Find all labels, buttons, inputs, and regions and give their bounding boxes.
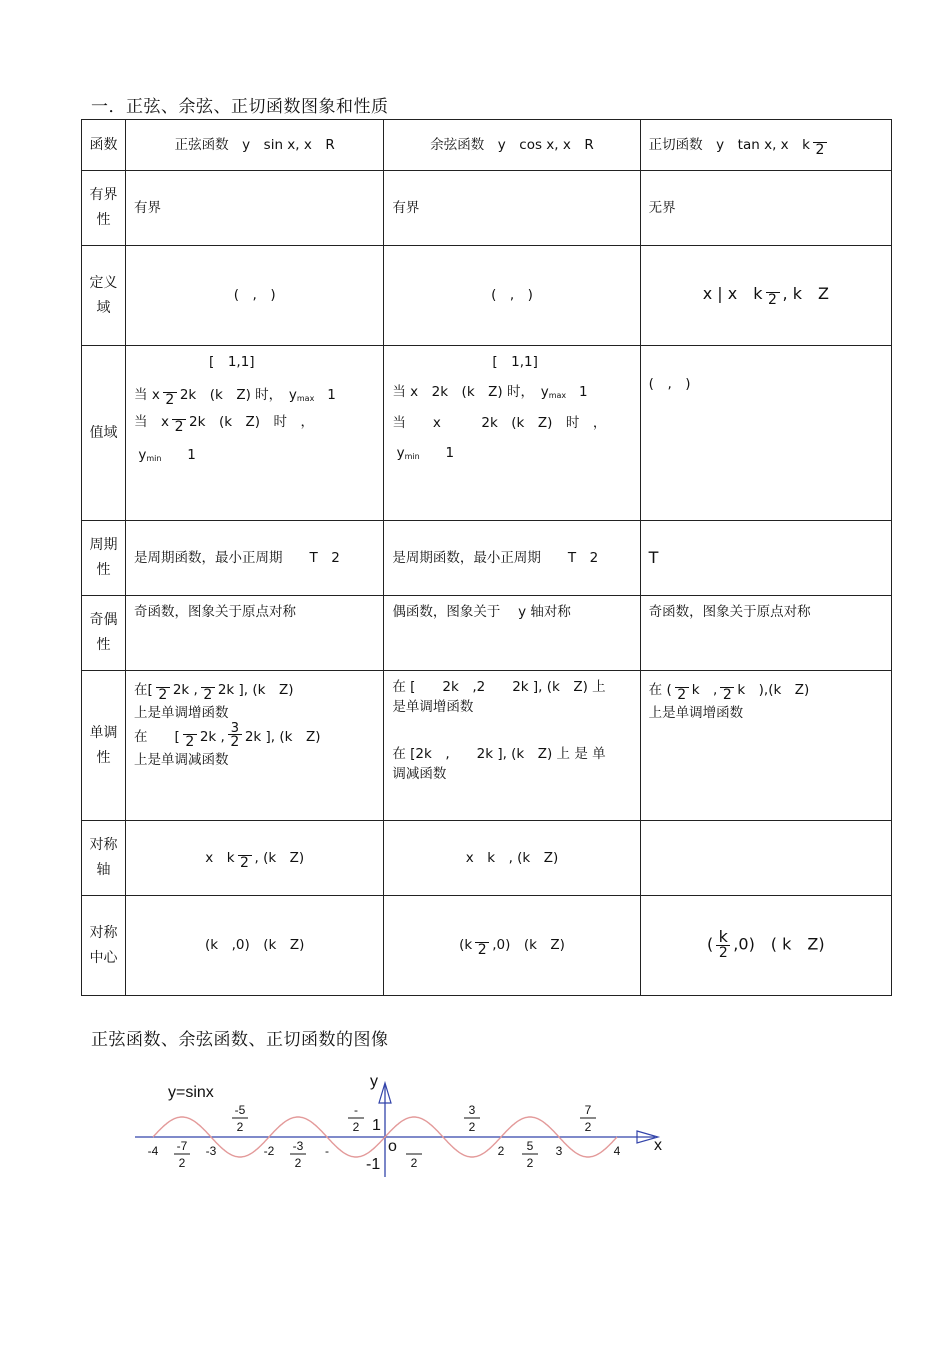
tan-bounded: 无界	[640, 171, 891, 246]
tick-denominator: 2	[178, 1156, 186, 1170]
y-axis-label: y	[370, 1073, 378, 1090]
sin-parity: 奇函数，图象关于原点对称	[126, 596, 384, 671]
graph-section-title: 正弦函数、余弦函数、正切函数的图像	[91, 1030, 389, 1050]
tick-label: -4	[147, 1144, 159, 1158]
y-tick-one: 1	[372, 1117, 381, 1134]
tick-denominator: 2	[526, 1156, 534, 1170]
sin-range: [ 1,1] 当 x 2 2k (k Z) 时， $y_{max}$ 1 当 x 2 2k (k Z) 时 ， $y_{min}$ 1	[126, 346, 384, 521]
table-row	[82, 521, 892, 596]
table-row	[82, 896, 892, 996]
tick-label: -2	[263, 1144, 275, 1158]
row-header-range: 值域	[82, 346, 126, 521]
row-header-center: 对称中心	[82, 896, 126, 996]
tick-label: 2	[497, 1144, 505, 1158]
tick-numerator: -7	[176, 1139, 188, 1153]
sin-header: 正弦函数 y sin x, x R	[174, 136, 335, 153]
sin-header-cell	[126, 120, 384, 171]
sin-bounded: 有界	[126, 171, 384, 246]
row-header-period: 周期性	[82, 521, 126, 596]
row-header-parity: 奇偶性	[82, 596, 126, 671]
sin-period: 是周期函数，最小正周期 T 2	[126, 521, 384, 596]
table-row	[82, 171, 892, 246]
tan-range: ( , )	[640, 346, 891, 521]
tick-numerator: 7	[584, 1103, 592, 1117]
tick-numerator: -5	[234, 1103, 246, 1117]
tick-denominator: 2	[468, 1120, 476, 1134]
cos-domain: ( , )	[384, 246, 640, 346]
row-header-monotonicity: 单调性	[82, 671, 126, 821]
row-header-domain: 定义域	[82, 246, 126, 346]
sin-monotonicity: 在[ 2 2k , 2 2k ], (k Z) 上是单调增函数 在 [ 2 2k , $\frac{3}{2}$ 2k ], (k Z) 上是单调减函数	[126, 671, 384, 821]
properties-table	[81, 119, 892, 996]
tick-numerator: 5	[526, 1139, 534, 1153]
tick-denominator: 2	[294, 1156, 302, 1170]
tick-numerator: -3	[292, 1139, 304, 1153]
y-tick-minus-one: -1	[366, 1156, 381, 1173]
cos-period: 是周期函数，最小正周期 T 2	[384, 521, 640, 596]
sin-axis: x k 2 , (k Z)	[126, 821, 384, 896]
row-header-function	[82, 120, 126, 171]
origin-label: o	[388, 1138, 397, 1155]
tan-parity: 奇函数，图象关于原点对称	[640, 596, 891, 671]
tan-monotonicity: 在 ( 2 k , 2 k ),(k Z) 上是单调增函数	[640, 671, 891, 821]
sine-graph	[130, 1065, 670, 1185]
tick-denominator: 2	[236, 1120, 244, 1134]
tick-numerator: -	[354, 1103, 358, 1117]
cos-axis: x k , (k Z)	[384, 821, 640, 896]
cos-monotonicity: 在 [ 2k ,2 2k ], (k Z) 上 是单调增函数 在 [2k , 2k ], (k Z) 上 是 单 调减函数	[384, 671, 640, 821]
cos-center: (k 2 ,0) (k Z)	[384, 896, 640, 996]
table-row	[82, 671, 892, 821]
cos-parity: 偶函数，图象关于 y 轴对称	[384, 596, 640, 671]
cos-range: [ 1,1] 当 x 2k (k Z) 时， $y_{max}$ 1 当 x 2k (k Z) 时 ， $y_{min}$ 1	[384, 346, 640, 521]
sin-domain: ( , )	[126, 246, 384, 346]
function-label: y=sinx	[168, 1084, 214, 1101]
table-row	[82, 821, 892, 896]
row-header-label: 函数	[89, 136, 118, 153]
table-row	[82, 120, 892, 171]
tick-denominator: 2	[410, 1156, 418, 1170]
tick-denominator: 2	[584, 1120, 592, 1134]
tan-header: 正切函数 y tan x, x k	[648, 137, 810, 153]
table-row	[82, 596, 892, 671]
x-axis-label: x	[654, 1137, 662, 1154]
tan-header-cell	[640, 120, 891, 171]
table-row	[82, 346, 892, 521]
tick-label: -	[325, 1144, 329, 1158]
fraction: 2	[813, 132, 827, 158]
cos-header-cell	[384, 120, 640, 171]
row-header-bounded: 有界性	[82, 171, 126, 246]
tick-denominator: 2	[352, 1120, 360, 1134]
tick-label: -3	[205, 1144, 217, 1158]
sin-center: (k ,0) (k Z)	[126, 896, 384, 996]
tick-numerator: 3	[468, 1103, 476, 1117]
tan-axis	[640, 821, 891, 896]
table-row	[82, 246, 892, 346]
tick-label: 3	[555, 1144, 563, 1158]
row-header-axis: 对称轴	[82, 821, 126, 896]
tick-label: 4	[613, 1144, 621, 1158]
tan-period: T	[640, 521, 891, 596]
section-title: 一．正弦、余弦、正切函数图象和性质	[91, 97, 389, 117]
cos-header: 余弦函数 y cos x, x R	[430, 136, 594, 153]
tan-center: ( $\frac{k}{2}$ ,0) ( k Z)	[640, 896, 891, 996]
cos-bounded: 有界	[384, 171, 640, 246]
tan-domain: x | x k 2 , k Z	[640, 246, 891, 346]
